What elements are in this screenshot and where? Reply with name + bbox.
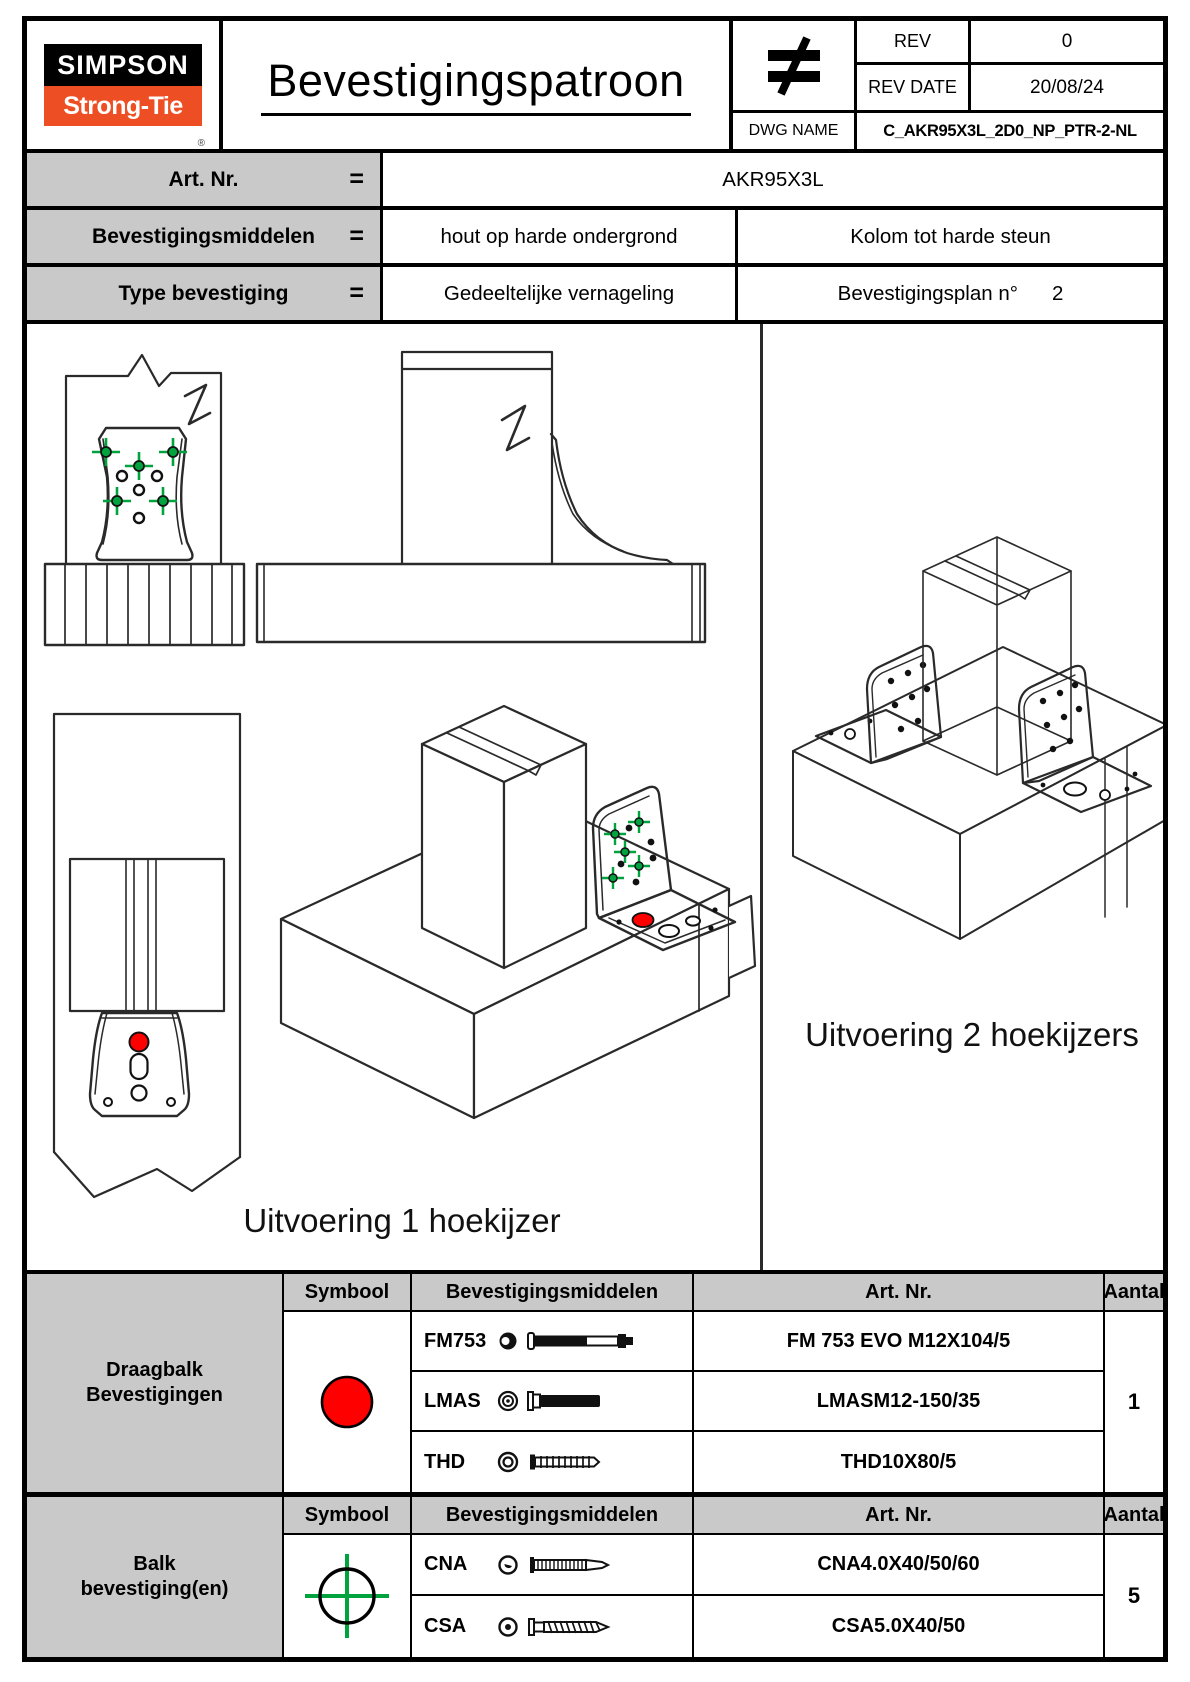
fastener-row-thd	[412, 1432, 694, 1492]
rev-label: REV	[857, 21, 971, 65]
fasteners-value-left: hout op harde ondergrond	[440, 224, 678, 248]
art-nr-fm753: FM 753 EVO M12X104/5	[694, 1312, 1105, 1372]
fastener-row-lmas	[412, 1372, 694, 1432]
rev-date-value: 20/08/24	[971, 65, 1163, 113]
fasteners-label-cell	[27, 210, 383, 263]
revision-block	[729, 21, 1163, 149]
title-block	[27, 21, 1163, 153]
info-row-fasteners	[27, 210, 1163, 267]
fastener-table-draagbalk	[27, 1274, 1163, 1492]
info-row-artnr	[27, 153, 1163, 210]
col-header-symbool: Symbool	[284, 1497, 412, 1535]
plan-label: Bevestigingsplan n°	[837, 281, 1018, 305]
fastener-table-balk	[27, 1492, 1163, 1657]
fasteners-label: Bevestigingsmiddelen	[92, 224, 315, 248]
registered-mark: ®	[197, 138, 205, 149]
equals-sign: =	[349, 222, 364, 250]
art-nr-lmas: LMASM12-150/35	[694, 1372, 1105, 1432]
fastener-row-cna	[412, 1535, 694, 1596]
col-header-artnr: Art. Nr.	[694, 1497, 1105, 1535]
view-divider-line	[760, 324, 763, 1270]
thd-concrete-screw-icon	[496, 1448, 656, 1476]
col-header-aantal: Aantal	[1105, 1274, 1163, 1312]
symbol-green-crosshair	[284, 1535, 412, 1657]
type-value-right	[735, 267, 1163, 320]
rev-date-label: REV DATE	[857, 65, 971, 113]
type-label: Type bevestiging	[118, 281, 289, 305]
equals-sign: =	[349, 165, 364, 193]
fm753-anchor-bolt-icon	[496, 1327, 656, 1355]
rev-value: 0	[971, 21, 1163, 65]
side-view-drawing	[255, 342, 710, 652]
brand-logo	[27, 21, 223, 149]
projection-symbol-icon	[733, 21, 857, 113]
artnr-value: AKR95X3L	[722, 167, 824, 191]
logo-simpson: SIMPSON	[44, 44, 202, 86]
fastener-name: LMAS	[424, 1389, 481, 1412]
plan-view-drawing	[42, 669, 252, 1214]
isometric-view-1-drawing	[259, 666, 759, 1141]
front-view-drawing	[42, 342, 247, 652]
sheet-title-cell	[223, 21, 729, 149]
plan-number: 2	[1051, 281, 1064, 305]
logo-strongtie: Strong-Tie	[44, 86, 202, 126]
col-header-artnr: Art. Nr.	[694, 1274, 1105, 1312]
csa-screw-icon	[496, 1613, 656, 1641]
fasteners-value-right: Kolom tot harde steun	[735, 210, 1163, 263]
info-row-type	[27, 267, 1163, 324]
group-label-balk: Balk bevestiging(en)	[27, 1497, 284, 1657]
col-header-bevestigingsmiddelen: Bevestigingsmiddelen	[412, 1497, 694, 1535]
type-label-cell	[27, 267, 383, 320]
col-header-aantal: Aantal	[1105, 1497, 1163, 1535]
art-nr-thd: THD10X80/5	[694, 1432, 1105, 1492]
caption-view-1: Uitvoering 1 hoekijzer	[243, 1202, 561, 1239]
cna-ring-nail-icon	[496, 1551, 656, 1579]
equals-sign: =	[349, 279, 364, 307]
fastener-row-fm753	[412, 1312, 694, 1372]
art-nr-csa: CSA5.0X40/50	[694, 1596, 1105, 1657]
col-header-symbool: Symbool	[284, 1274, 412, 1312]
isometric-view-2-drawing	[775, 519, 1163, 1004]
artnr-label: Art. Nr.	[168, 167, 239, 191]
fastener-name: THD	[424, 1450, 466, 1473]
lmas-screw-anchor-icon	[496, 1387, 656, 1415]
qty-draagbalk: 1	[1105, 1312, 1163, 1492]
qty-balk: 5	[1105, 1535, 1163, 1657]
symbol-red-anchor-dot	[284, 1312, 412, 1492]
fastener-name: CNA	[424, 1553, 468, 1575]
type-value-left: Gedeeltelijke vernageling	[443, 281, 675, 305]
dwg-name-label: DWG NAME	[733, 113, 857, 149]
drawing-area	[27, 324, 1163, 1274]
fastener-name: FM753	[424, 1329, 487, 1352]
col-header-bevestigingsmiddelen: Bevestigingsmiddelen	[412, 1274, 694, 1312]
fastener-name: CSA	[424, 1615, 467, 1637]
dwg-name-value: C_AKR95X3L_2D0_NP_PTR-2-NL	[883, 121, 1137, 140]
artnr-label-cell	[27, 153, 383, 206]
fastener-row-csa	[412, 1596, 694, 1657]
caption-view-2: Uitvoering 2 hoekijzers	[805, 1016, 1139, 1053]
drawing-sheet	[22, 16, 1168, 1662]
page-title: Bevestigingspatroon	[261, 55, 690, 116]
art-nr-cna: CNA4.0X40/50/60	[694, 1535, 1105, 1596]
group-label-draagbalk: Draagbalk Bevestigingen	[27, 1274, 284, 1492]
